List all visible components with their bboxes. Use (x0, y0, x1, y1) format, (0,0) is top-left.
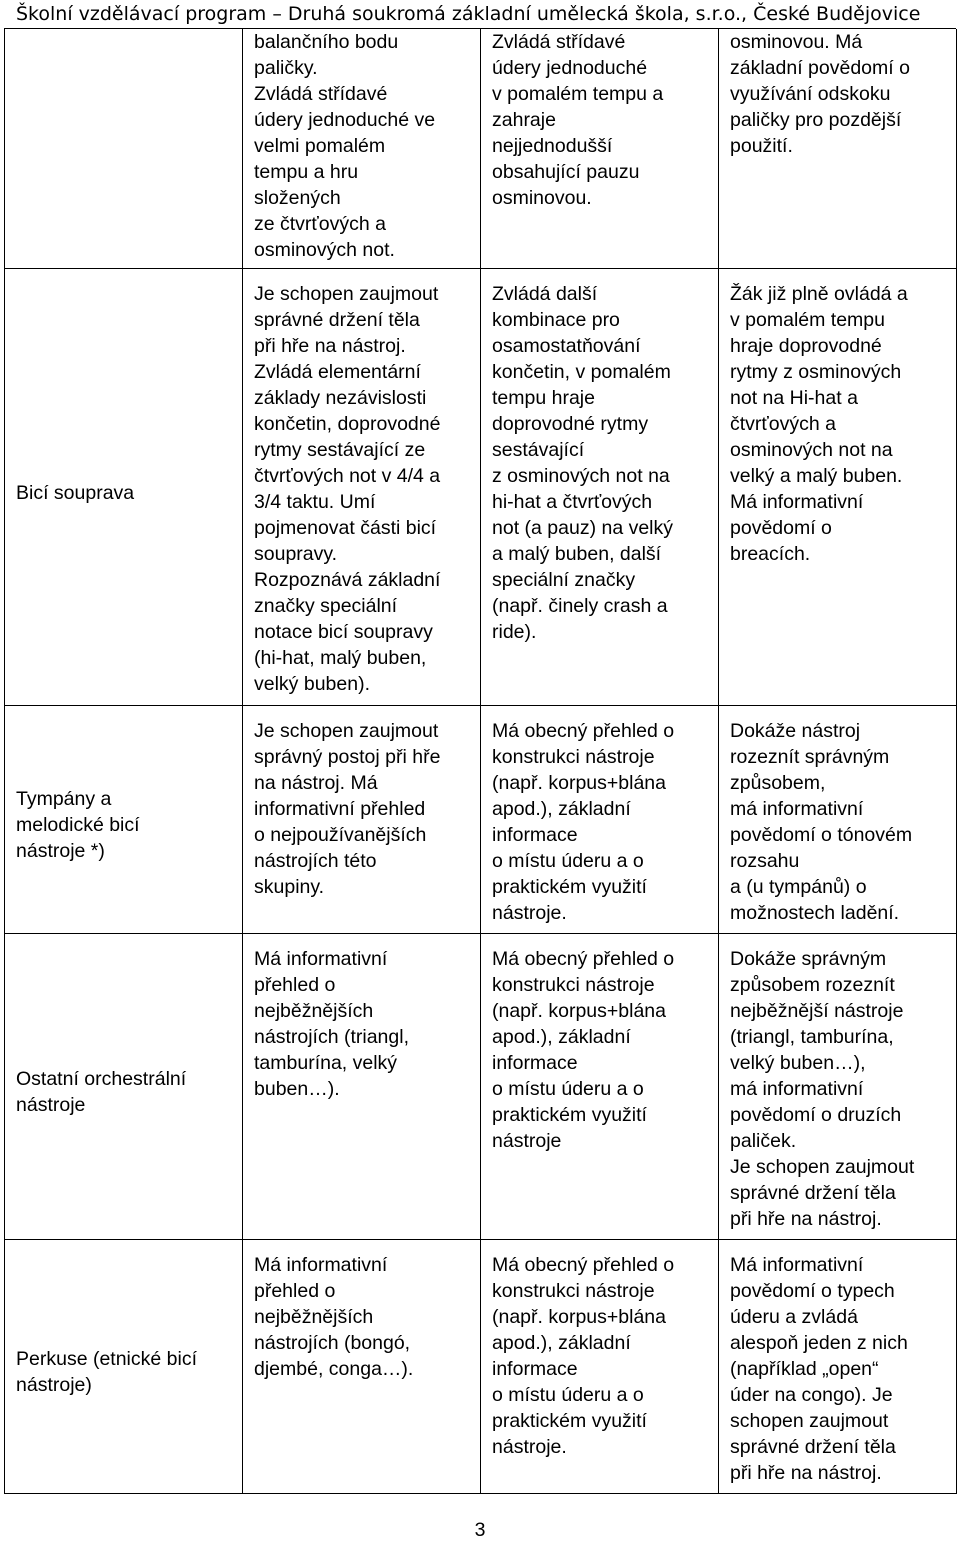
grade-cell: Zvládá střídavé údery jednoduché v pomalém tempu a zahraje nejjednodušší obsahující pauzu osminovou. (481, 29, 719, 268)
grade-cell: Má informativní přehled o nejběžnějších nástrojích (bongó, djembé, conga…). (243, 1239, 481, 1493)
instrument-cell: Bicí souprava (5, 268, 243, 705)
grade-cell: Dokáže správným způsobem rozeznít nejběžnější nástroje (triangl, tamburína, velký buben…), má informativní povědomí o druzích paliček. Je schopen zaujmout správné držení těla při hře na nástroj. (719, 933, 957, 1239)
table-row (5, 29, 957, 268)
grade-cell: Má informativní přehled o nejběžnějších nástrojích (triangl, tamburína, velký buben…). (243, 933, 481, 1239)
grade-cell: Dokáže nástroj rozeznít správným způsobem, má informativní povědomí o tónovém rozsahu a (u tympánů) o možnostech ladění. (719, 705, 957, 933)
table-row (5, 1239, 957, 1493)
instrument-cell: Tympány a melodické bicí nástroje *) (5, 705, 243, 933)
grade-cell: balančního bodu paličky. Zvládá střídavé údery jednoduché ve velmi pomalém tempu a hru složených ze čtvrťových a osminových not. (243, 29, 481, 268)
table-row (5, 933, 957, 1239)
page-header: Školní vzdělávací program – Druhá soukromá základní umělecká škola, s.r.o., České Budějovice (16, 3, 921, 25)
curriculum-table (4, 29, 957, 1494)
table-row (5, 705, 957, 933)
grade-cell: Žák již plně ovládá a v pomalém tempu hraje doprovodné rytmy z osminových not na Hi-hat a čtvrťových a osminových not na velký a malý buben. Má informativní povědomí o breacích. (719, 268, 957, 705)
grade-cell: Je schopen zaujmout správný postoj při hře na nástroj. Má informativní přehled o nejpoužívanějších nástrojích této skupiny. (243, 705, 481, 933)
grade-cell: Má obecný přehled o konstrukci nástroje (např. korpus+blána apod.), základní informace o místu úderu a o praktickém využití nástroje. (481, 1239, 719, 1493)
grade-cell: Je schopen zaujmout správné držení těla při hře na nástroj. Zvládá elementární základy nezávislosti končetin, doprovodné rytmy sestávající ze čtvrťových not v 4/4 a 3/4 taktu. Umí pojmenovat části bicí soupravy. Rozpoznává základní značky speciální notace bicí soupravy (hi-hat, malý buben, velký buben). (243, 268, 481, 705)
instrument-cell: Perkuse (etnické bicí nástroje) (5, 1239, 243, 1493)
table-row (5, 268, 957, 705)
instrument-cell: Ostatní orchestrální nástroje (5, 933, 243, 1239)
grade-cell: Má obecný přehled o konstrukci nástroje (např. korpus+blána apod.), základní informace o místu úderu a o praktickém využití nástroje. (481, 705, 719, 933)
page-number: 3 (474, 1519, 486, 1541)
grade-cell: Zvládá další kombinace pro osamostatňování končetin, v pomalém tempu hraje doprovodné rytmy sestávající z osminových not na hi-hat a čtvrťových not (a pauz) na velký a malý buben, další speciální značky (např. činely crash a ride). (481, 268, 719, 705)
instrument-cell (5, 29, 243, 268)
grade-cell: osminovou. Má základní povědomí o využívání odskoku paličky pro pozdější použití. (719, 29, 957, 268)
grade-cell: Má obecný přehled o konstrukci nástroje (např. korpus+blána apod.), základní informace o místu úderu a o praktickém využití nástroje (481, 933, 719, 1239)
grade-cell: Má informativní povědomí o typech úderu a zvládá alespoň jeden z nich (například „open“ úder na congo). Je schopen zaujmout správné držení těla při hře na nástroj. (719, 1239, 957, 1493)
